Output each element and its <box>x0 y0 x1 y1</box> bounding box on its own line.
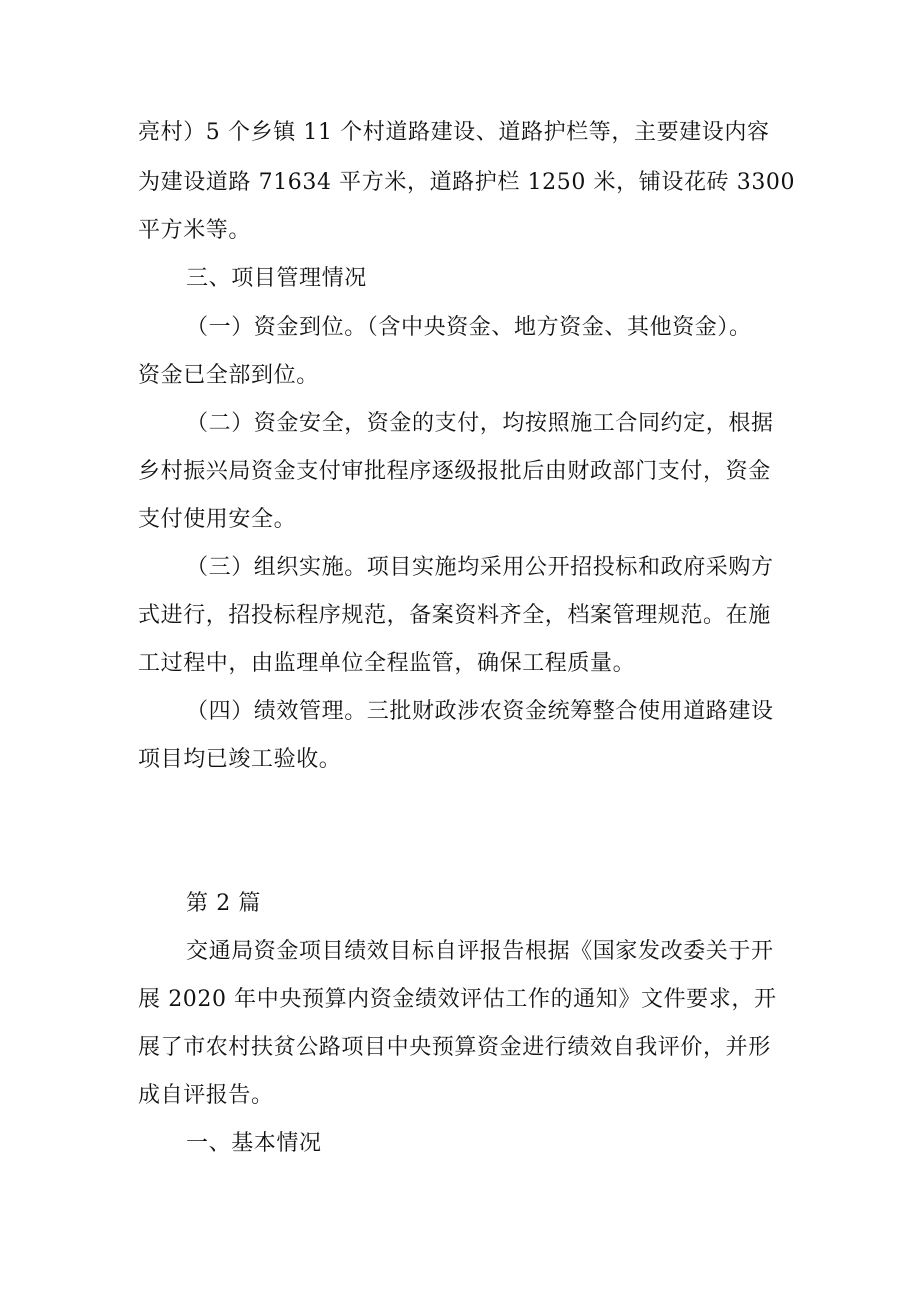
paragraph-line: （一）资金到位。（含中央资金、地方资金、其他资金）。 <box>186 315 752 340</box>
article-title: 第 2 篇 <box>186 891 261 916</box>
paragraph-line: 成自评报告。 <box>138 1083 274 1108</box>
paragraph-line: 亮村）5 个乡镇 11 个村道路建设、道路护栏等，主要建设内容 <box>138 120 770 145</box>
paragraph-line: 平方米等。 <box>138 218 252 243</box>
section-heading: 一、基本情况 <box>186 1131 322 1156</box>
paragraph-line: 展 2020 年中央预算内资金绩效评估工作的通知》文件要求，开 <box>138 987 777 1012</box>
paragraph-line: 资金已全部到位。 <box>138 363 319 388</box>
paragraph-line: 式进行，招投标程序规范，备案资料齐全，档案管理规范。在施 <box>138 603 771 628</box>
paragraph-line: （三）组织实施。项目实施均采用公开招投标和政府采购方 <box>186 555 774 580</box>
paragraph-line: 为建设道路 71634 平方米，道路护栏 1250 米，铺设花砖 3300 <box>138 170 796 195</box>
paragraph-line: 展了市农村扶贫公路项目中央预算资金进行绩效自我评价，并形 <box>138 1035 771 1060</box>
section-heading: 三、项目管理情况 <box>186 266 367 291</box>
paragraph-line: 交通局资金项目绩效目标自评报告根据《国家发改委关于开 <box>186 939 774 964</box>
paragraph-line: 工过程中，由监理单位全程监管，确保工程质量。 <box>138 651 636 676</box>
paragraph-line: 支付使用安全。 <box>138 507 297 532</box>
paragraph-line: 乡村振兴局资金支付审批程序逐级报批后由财政部门支付，资金 <box>138 459 771 484</box>
paragraph-line: （二）资金安全，资金的支付，均按照施工合同约定，根据 <box>186 411 774 436</box>
paragraph-line: 项目均已竣工验收。 <box>138 747 342 772</box>
paragraph-line: （四）绩效管理。三批财政涉农资金统筹整合使用道路建设 <box>186 699 774 724</box>
